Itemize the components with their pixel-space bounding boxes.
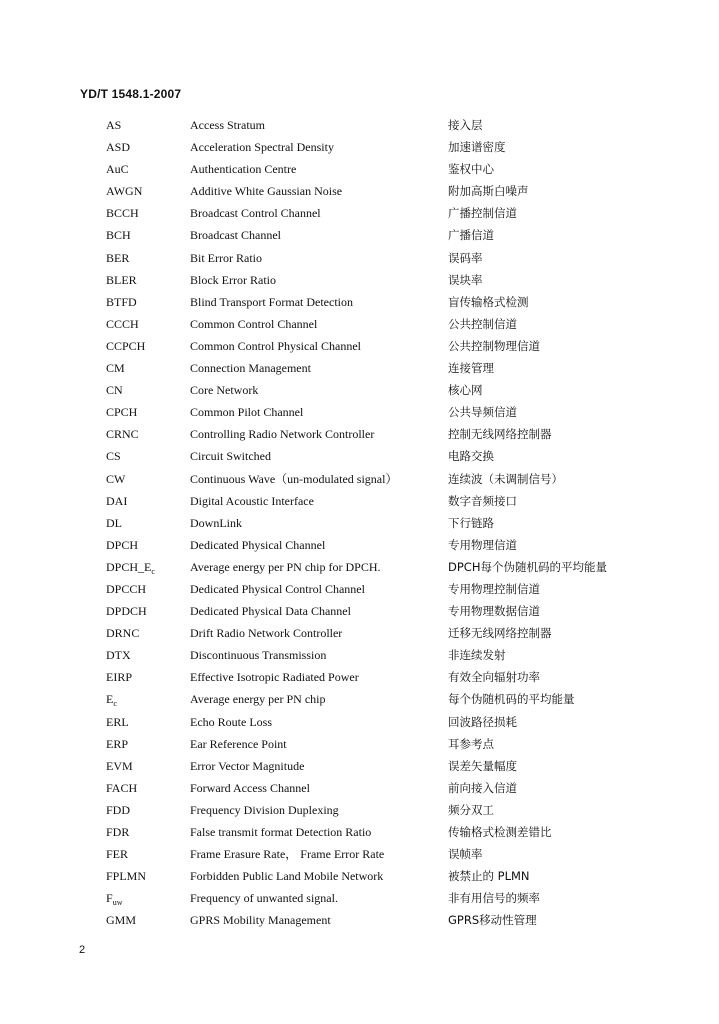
abbreviation: [106, 180, 142, 202]
english-term: DownLink: [190, 515, 242, 530]
table-row: [0, 644, 719, 666]
table-row: [0, 600, 719, 622]
chinese-term: 公共控制物理信道: [448, 338, 540, 353]
english-term: Blind Transport Format Detection: [190, 294, 353, 309]
english-term: Broadcast Control Channel: [190, 206, 321, 221]
chinese-term: DPCH每个伪随机码的平均能量: [448, 559, 607, 574]
abbreviation-subscript: uw: [112, 898, 123, 908]
table-row: [0, 843, 719, 865]
abbreviation-text: DPCH_E: [106, 559, 152, 574]
abbreviation: [106, 865, 146, 887]
abbreviation-text: EVM: [106, 758, 133, 773]
table-row: [0, 357, 719, 379]
abbreviation-text: DTX: [106, 648, 131, 663]
table-row: [0, 423, 719, 445]
chinese-term: 专用物理信道: [448, 537, 517, 552]
english-term: Common Control Physical Channel: [190, 338, 361, 353]
abbreviation-text: AuC: [106, 162, 129, 177]
abbreviation-text: CM: [106, 361, 125, 376]
abbreviation: [106, 666, 132, 688]
table-row: [0, 578, 719, 600]
table-row: [0, 269, 719, 291]
abbreviation-text: CS: [106, 449, 121, 464]
abbreviation: [106, 600, 147, 622]
abbreviation-text: DL: [106, 515, 122, 530]
english-term: Echo Route Loss: [190, 714, 272, 729]
table-row: [0, 158, 719, 180]
english-term: Access Stratum: [190, 118, 265, 132]
abbreviation-text: DRNC: [106, 626, 140, 641]
chinese-term: 鉴权中心: [448, 162, 494, 177]
english-term: Digital Acoustic Interface: [190, 493, 314, 508]
abbreviation-text: FACH: [106, 780, 138, 795]
table-row: [0, 777, 719, 799]
english-term: Dedicated Physical Data Channel: [190, 604, 351, 619]
table-row: [0, 799, 719, 821]
abbreviation: [106, 158, 129, 180]
chinese-term: 公共控制信道: [448, 316, 517, 331]
chinese-term: 核心网: [448, 383, 483, 398]
chinese-term: 数字音频接口: [448, 493, 517, 508]
table-row: [0, 733, 719, 755]
chinese-term: 迁移无线网络控制器: [448, 626, 552, 641]
english-term: Dedicated Physical Channel: [190, 537, 326, 552]
abbreviation: [106, 379, 123, 401]
table-row: [0, 335, 719, 357]
abbreviation-subscript: c: [113, 699, 117, 709]
chinese-term: 专用物理控制信道: [448, 581, 540, 596]
abbreviation: [106, 335, 145, 357]
abbreviation: [106, 247, 129, 269]
table-row: [0, 512, 719, 534]
english-term: Dedicated Physical Control Channel: [190, 581, 365, 596]
table-row: [0, 534, 719, 556]
english-term: False transmit format Detection Ratio: [190, 825, 372, 839]
table-row: [0, 865, 719, 887]
chinese-term: 电路交换: [448, 449, 494, 464]
abbreviation: [106, 711, 129, 733]
abbreviation: [106, 755, 133, 777]
table-row: [0, 887, 719, 909]
english-term: Controlling Radio Network Controller: [190, 427, 375, 442]
abbreviation-text: E: [106, 692, 114, 707]
english-term: Common Pilot Channel: [190, 405, 304, 420]
chinese-term: 传输格式检测差错比: [448, 825, 552, 839]
table-row: [0, 401, 719, 423]
english-term: Forbidden Public Land Mobile Network: [190, 869, 384, 884]
abbreviation: [106, 269, 137, 291]
abbreviation: [106, 821, 129, 843]
english-term: Discontinuous Transmission: [190, 648, 327, 663]
chinese-term: 误差矢量幅度: [448, 758, 517, 773]
abbreviation-text: CCCH: [106, 316, 139, 331]
chinese-term: 接入层: [448, 118, 483, 132]
abbreviation: [106, 313, 139, 335]
chinese-term: 非连续发射: [448, 648, 506, 663]
abbreviation: [106, 644, 131, 666]
chinese-term: 回波路径损耗: [448, 714, 517, 729]
table-row: [0, 711, 719, 733]
english-term: Connection Management: [190, 361, 311, 376]
chinese-term: 广播信道: [448, 228, 494, 243]
abbreviation: [106, 423, 139, 445]
chinese-term: 专用物理数据信道: [448, 604, 540, 619]
english-term: Authentication Centre: [190, 162, 297, 177]
english-term: Bit Error Ratio: [190, 250, 262, 265]
abbreviation-text: DPCH: [106, 537, 139, 552]
chinese-term: 误帧率: [448, 847, 483, 862]
chinese-term: 前向接入信道: [448, 780, 517, 795]
english-term: Acceleration Spectral Density: [190, 140, 334, 155]
abbreviation-text: DAI: [106, 493, 128, 508]
abbreviation-text: BER: [106, 250, 130, 265]
chinese-term: 频分双工: [448, 802, 494, 817]
abbreviation-text: F: [106, 891, 113, 906]
chinese-term: 盲传输格式检测: [448, 294, 529, 309]
abbreviation: [106, 202, 139, 224]
abbreviation-text: CPCH: [106, 405, 138, 420]
abbreviation: [106, 799, 130, 821]
english-term: Frequency Division Duplexing: [190, 802, 339, 817]
abbreviation-text: FER: [106, 847, 129, 862]
abbreviation: [106, 622, 139, 644]
page-number: 2: [79, 944, 86, 956]
table-row: [0, 136, 719, 158]
abbreviation-text: FDR: [106, 825, 130, 839]
chinese-term: 连接管理: [448, 361, 494, 376]
chinese-term: 每个伪随机码的平均能量: [448, 692, 575, 707]
english-term: Drift Radio Network Controller: [190, 626, 343, 641]
abbreviation: [106, 401, 137, 423]
table-row: [0, 666, 719, 688]
chinese-term: 公共导频信道: [448, 405, 517, 420]
chinese-term: 耳参考点: [448, 736, 494, 751]
abbreviation: [106, 114, 121, 136]
abbreviation-text: BLER: [106, 272, 137, 287]
table-row: [0, 445, 719, 467]
table-row: [0, 247, 719, 269]
abbreviation-text: CN: [106, 383, 123, 398]
abbreviation-text: BCH: [106, 228, 131, 243]
abbreviation-subscript: c: [151, 566, 155, 576]
abbreviation-text: ASD: [106, 140, 131, 155]
english-term: Additive White Gaussian Noise: [190, 184, 343, 199]
abbreviation: [106, 512, 122, 534]
english-term: Forward Access Channel: [190, 780, 310, 795]
abbreviation-text: ERP: [106, 736, 129, 751]
abbreviation-text: CW: [106, 471, 126, 486]
table-row: [0, 180, 719, 202]
english-term: Effective Isotropic Radiated Power: [190, 670, 359, 685]
chinese-term: 非有用信号的频率: [448, 891, 540, 906]
chinese-term: 被禁止的 PLMN: [448, 869, 530, 884]
table-row: [0, 490, 719, 512]
abbreviation-text: FPLMN: [106, 869, 147, 884]
abbreviation-text: AWGN: [106, 184, 143, 199]
chinese-term: 控制无线网络控制器: [448, 427, 552, 442]
chinese-term: 有效全向辐射功率: [448, 670, 540, 685]
english-term: Core Network: [190, 383, 259, 398]
english-term: Circuit Switched: [190, 449, 271, 464]
table-row: [0, 688, 719, 710]
table-row: [0, 224, 719, 246]
abbreviation-text: BTFD: [106, 294, 137, 309]
english-term: Continuous Wave（un-modulated signal）: [190, 471, 398, 486]
abbreviation: [106, 733, 128, 755]
table-row: [0, 909, 719, 931]
abbreviation: [106, 909, 136, 931]
table-row: [0, 821, 719, 843]
abbreviation-text: ERL: [106, 714, 129, 729]
chinese-term: 广播控制信道: [448, 206, 517, 221]
english-term: Broadcast Channel: [190, 228, 281, 243]
table-row: [0, 379, 719, 401]
abbreviation-text: CCPCH: [106, 338, 146, 353]
table-row: [0, 313, 719, 335]
abbreviation: [106, 357, 125, 379]
abbreviation-text: DPCCH: [106, 581, 147, 596]
abbreviation-text: FDD: [106, 802, 131, 817]
abbreviation-text: GMM: [106, 913, 137, 928]
document-header: YD/T 1548.1-2007: [80, 87, 182, 101]
english-term: Frequency of unwanted signal.: [190, 891, 338, 906]
english-term: Error Vector Magnitude: [190, 758, 305, 773]
chinese-term: 误码率: [448, 250, 483, 265]
abbreviation-text: AS: [106, 118, 122, 132]
chinese-term: 下行链路: [448, 515, 494, 530]
table-row: [0, 114, 719, 136]
table-row: [0, 556, 719, 578]
english-term: Frame Erasure Rate， Frame Error Rate: [190, 847, 385, 862]
english-term: Ear Reference Point: [190, 736, 287, 751]
abbreviation: [106, 445, 121, 467]
english-term: Block Error Ratio: [190, 272, 276, 287]
english-term: Common Control Channel: [190, 316, 318, 331]
abbreviation: [106, 777, 137, 799]
abbreviation: [106, 468, 125, 490]
abbreviation: [106, 578, 146, 600]
english-term: Average energy per PN chip for DPCH.: [190, 559, 381, 574]
abbreviation: [106, 136, 130, 158]
abbreviation-text: BCCH: [106, 206, 139, 221]
english-term: Average energy per PN chip: [190, 692, 326, 707]
abbreviation: [106, 291, 137, 313]
abbreviation-table: [0, 114, 719, 931]
abbreviation: [106, 490, 127, 512]
table-row: [0, 622, 719, 644]
table-row: [0, 202, 719, 224]
abbreviation-text: EIRP: [106, 670, 133, 685]
chinese-term: GPRS移动性管理: [448, 913, 537, 928]
abbreviation: [106, 534, 138, 556]
table-row: [0, 755, 719, 777]
chinese-term: 连续波（未调制信号）: [448, 471, 563, 486]
abbreviation-text: DPDCH: [106, 604, 147, 619]
table-row: [0, 468, 719, 490]
english-term: GPRS Mobility Management: [190, 913, 331, 928]
table-row: [0, 291, 719, 313]
abbreviation: [106, 843, 128, 865]
abbreviation: [106, 224, 131, 246]
abbreviation-text: CRNC: [106, 427, 139, 442]
chinese-term: 误块率: [448, 272, 483, 287]
chinese-term: 附加高斯白噪声: [448, 184, 529, 199]
chinese-term: 加速谱密度: [448, 140, 506, 155]
